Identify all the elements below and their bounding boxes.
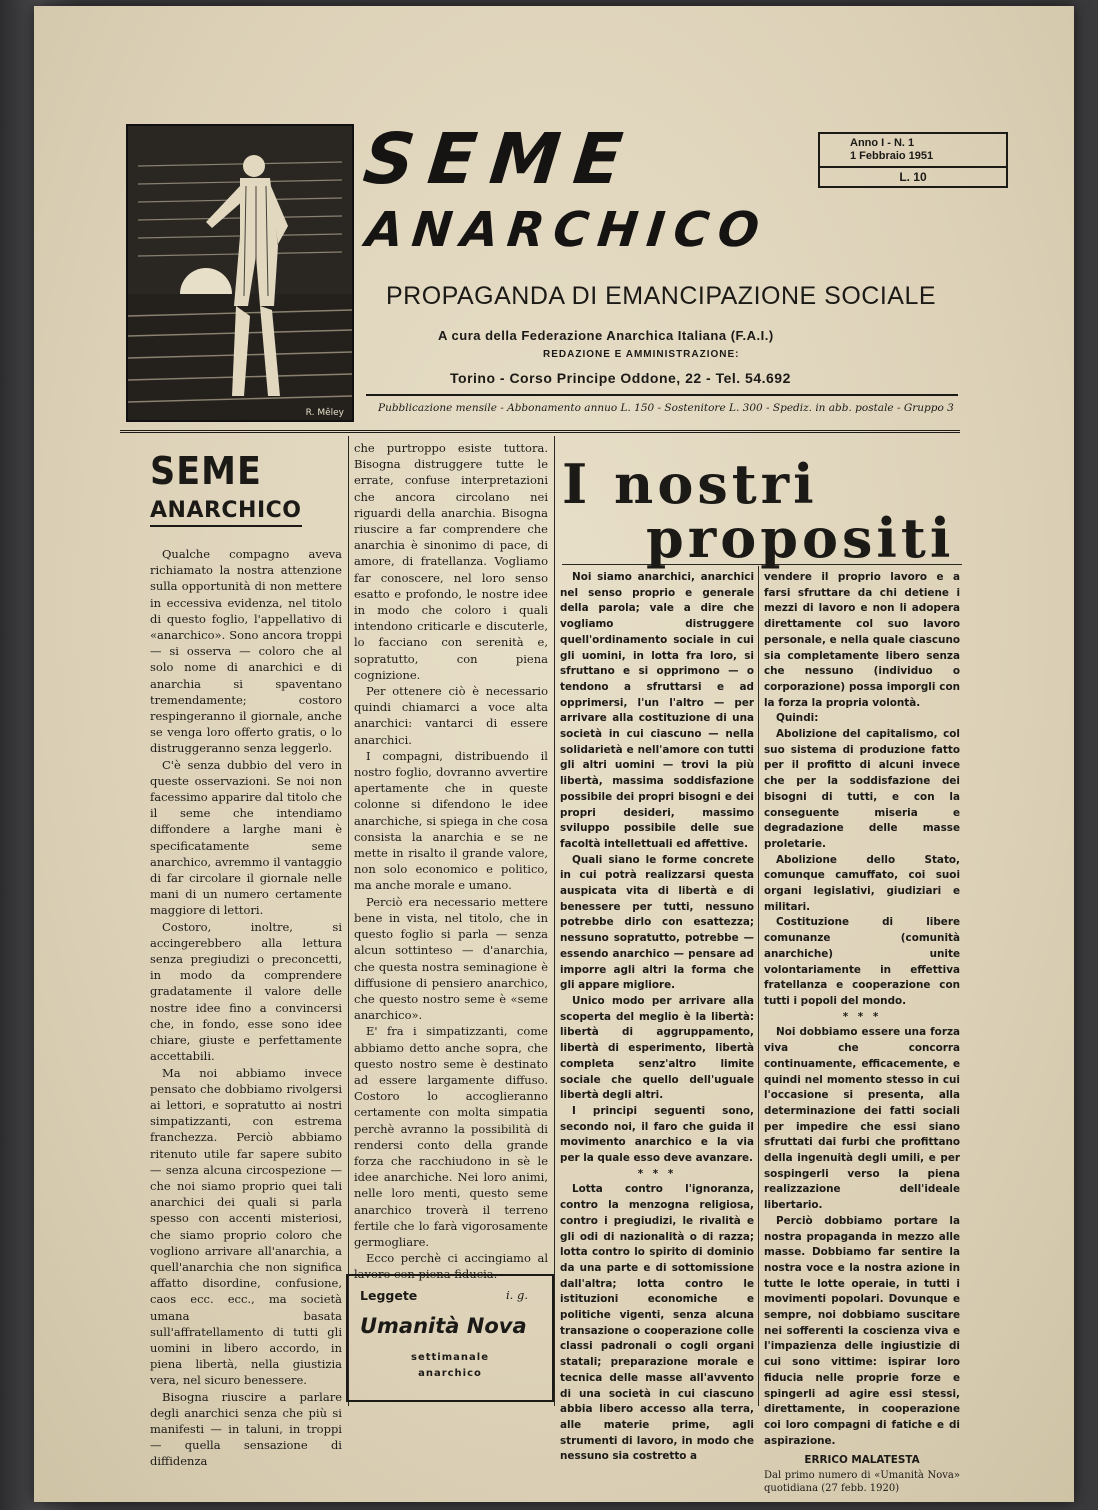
- article1-heading-seme: SEME: [150, 450, 262, 494]
- issue-date: 1 Febbraio 1951: [850, 150, 934, 162]
- section-separator: * * *: [842, 1010, 882, 1023]
- paragraph: Noi dobbiamo essere una forza viva che concorra continuamente, efficacemente, e quindi nel momento stesso in cui l'occasione si presenta, alla determinazione dei fatti sociali per impedire che essi siano sfruttati dai furbi che profittano della ingenuità degli umili, e per sospingerli verso la piena realizzazione dell'ideale libertario.: [764, 1026, 960, 1212]
- paragraph: Qualche compagno aveva richiamato la nostra attenzione sulla opportunità di non mettere in eccessiva evidenza, nel titolo di questo foglio, l'appellativo di «anarchico». Sono ancora troppi — si osserva — coloro che al solo nome di anarchici e di anarchia si spaventano tremendamente; costoro respingeranno il giornale, anche se venga loro offerto gratis, o lo distruggeranno senza leggerlo.: [150, 547, 342, 756]
- advert-line-settimanale: settimanale: [411, 1352, 489, 1363]
- article2-author: ERRICO MALATESTA: [804, 1454, 920, 1467]
- masthead-title-seme: SEME: [359, 118, 641, 200]
- paragraph: Noi siamo anarchici, anarchici nel senso proprio e generale della parola; vale a dire che vogliamo distruggere quell'ordinamento sociale in cui gli uomini, in lotta fra loro, si sfruttano e si opprimono — o tendono a sfruttarsi e ad opprimersi, l'un l'altro — per arrivare alla costituzione di una società in cui ciascuno — nella solidarietà e nell'amore con tutti gli altri uomini — trovi la più libertà, massima soddisfazione possibile dei propri bisogni e dei propri desideri, massimo sviluppo possibile delle sue facoltà intellettuali ed affettive.: [560, 571, 754, 850]
- paragraph: Unico modo per arrivare alla scoperta del meglio è la libertà: libertà di aggruppamento, libertà di esperimento, libertà completa senz'altro limite sociale che quello dell'uguale libertà degli altri.: [560, 994, 754, 1102]
- paragraph: Perciò dobbiamo portare la nostra propaganda in mezzo alle masse. Dobbiamo far sentire la nostra voce e la nostra azione in tutte le lotte operaie, in tutti i movimenti popolari. Dovunque e sempre, noi dobbiamo suscitare nei sofferenti la coscienza viva e l'impazienza delle ingiustizie di cui sono vittime: ispirar loro fiducia nelle proprie forze e spingerli ad agire essi stessi, direttamente, in cooperazione coi loro compagni di fatiche e di aspirazione.: [764, 1214, 960, 1447]
- paragraph: C'è senza dubbio del vero in queste osservazioni. Se noi non facessimo apparire dal titolo che il seme che intendiamo diffondere a larghe mani è specificatamente seme anarchico, avremmo il vantaggio di far circolare il giornale nelle mani di un numero certamente maggiore di lettori.: [150, 757, 342, 918]
- article1-signature: i. g.: [505, 1287, 528, 1302]
- issue-price: L. 10: [899, 170, 927, 184]
- paragraph: Ma noi abbiamo invece pensato che dobbiamo rivolgersi ai lettori, e sopratutto ai nostri simpatizzanti, con estrema franchezza. Perciò abbiamo ritenuto utile far sapere subito — senza alcuna circospezione — che noi siamo proprio quei tali anarchici dei quali si parla spesso con accenti misteriosi, che siamo proprio coloro che vogliono arrivare all'anarchia, a quell'anarchia che non significa affatto disordine, confusione, caos ecc. ecc., ma società umana basata sull'affratellamento di tutti gli uomini in libero accordo, in piena libertà, nella giustizia vera, nel sicuro benessere.: [150, 1065, 342, 1388]
- publication-info-line: Pubblicazione mensile - Abbonamento annuo L. 150 - Sostenitore L. 300 - Spediz. in abb. postale - Gruppo 3: [378, 402, 954, 414]
- paragraph: I compagni, distribuendo il nostro foglio, dovranno avvertire apertamente che in queste colonne si difendono le idee anarchiche, si spiega in che cosa consista la anarchia e se ne mette in risalto il grande valore, non solo economico e politico, ma anche morale e umano.: [354, 748, 548, 893]
- paragraph: Lotta contro l'ignoranza, contro la menzogna religiosa, contro i pregiudizi, le rivalità e gli odi di nazionalità o di razza; lotta contro lo spirito di dominio da una parte e di sottomissione dall'altra; lotta contro le istituzioni economiche e politiche vigenti, senza alcuna transazione o cooperazione colle classi padronali o cogli organi statali; preparazione morale e tecnica delle masse all'avvento di una società in cui ciascuno abbia libero accesso alla terra, alle materie prime, agli strumenti di lavoro, in modo che nessuno sia costretto a: [560, 1183, 754, 1463]
- advert-line-anarchico: anarchico: [418, 1368, 482, 1379]
- article2-source: Dal primo numero di «Umanità Nova» quotidiana (27 febb. 1920): [764, 1470, 960, 1495]
- paragraph: I principi seguenti sono, secondo noi, il faro che guida il movimento anarchico e la via per la quale esso deve avanzare.: [560, 1104, 754, 1165]
- paragraph: Quali siano le forme concrete in cui potrà realizzarsi questa auspicata vita di libertà e di benessere per tutti, nessuno potrebbe dirlo con esattezza; nessuno sopratutto, potrebbe — essendo anarchico — pensare ad imporre agli altri la forma che gli appare migliore.: [560, 853, 754, 992]
- article2-column-1: [560, 570, 754, 1465]
- paragraph: Abolizione dello Stato, comunque camuffato, coi suoi organi legislativi, giudiziari e militari.: [764, 853, 960, 913]
- sower-woodcut-icon: [128, 126, 352, 420]
- issue-info-box: [818, 132, 1008, 188]
- woodcut-signature: R. Mêley: [305, 408, 344, 418]
- paragraph: Per ottenere ciò è necessario quindi chiamarci a voce alta anarchici: vantarci di essere anarchici.: [354, 684, 548, 747]
- paragraph: Bisogna riuscire a parlare degli anarchici senza che più si manifesti — in taluni, in troppi — quella sensazione di diffidenza: [150, 1389, 342, 1469]
- paragraph: Costituzione di libere comunanze (comunità anarchiche) unite volontariamente in effettiva fratellanza e cooperazione con tutti i popoli del mondo.: [764, 916, 960, 1007]
- redazione-line: REDAZIONE E AMMINISTRAZIONE:: [543, 349, 740, 360]
- paragraph: che purtroppo esiste tuttora. Bisogna distruggere tutte le errate, confuse interpretazioni che ancora circolano nei riguardi della anarchia. Bisogna riuscire a far comprendere che anarchia è sinonimo di pace, di amore, di fratellanza. Vogliamo far conoscere, nel loro senso esatto e profondo, le nostre idee in modo che coloro i quali intendono criticarle e discuterle, lo facciano con serenità e, sopratutto, con piena cognizione.: [354, 441, 548, 682]
- article2-column-2: [764, 570, 960, 1495]
- article2-heading-line2: propositi: [646, 506, 955, 570]
- column-rule-1: [348, 436, 349, 1406]
- paragraph: vendere il proprio lavoro e a farsi sfruttare da chi detiene i mezzi di lavoro e non li adopera direttamente col suo lavoro personale, e nella quale ciascuno sia completamente libero senza che nessuno (individuo o corporazione) possa imporgli con la forza la propria volontà.: [764, 571, 960, 709]
- section-separator: * * *: [637, 1167, 677, 1180]
- article1-heading-anarchico: ANARCHICO: [150, 498, 302, 527]
- paragraph: Quindi:: [776, 712, 819, 725]
- umanita-nova-advert: [346, 1274, 554, 1402]
- masthead-title-anarchico: ANARCHICO: [363, 202, 771, 258]
- paragraph: Abolizione del capitalismo, col suo sistema di produzione fatto per il profitto di alcuni invece che per la soddisfazione dei bisogni di tutti, e con la conseguente miseria e degradazione delle masse proletarie.: [764, 728, 960, 850]
- article1-column-1: [150, 546, 342, 1470]
- sower-woodcut-illustration: [126, 124, 354, 422]
- paragraph: Perciò era necessario mettere bene in vista, nel titolo, che in questo foglio si parla — senza alcun sottinteso — d'anarchia, che questa nostra seminagione è diffusione di pensiero anarchico, che questo nostro seme è «seme anarchico».: [354, 894, 548, 1023]
- paragraph: E' fra i simpatizzanti, come abbiamo detto anche sopra, che questo nostro seme è destinato ad essere largamente diffuso. Costoro lo accoglieranno certamente con molta simpatia perchè avranno la possibilità di rendersi conto della grande forza che racchiudono in sè le idee anarchiche. Nei loro animi, nelle loro menti, questo seme anarchico troverà il terreno fertile che lo farà vigorosamente germogliare.: [354, 1024, 548, 1249]
- masthead-subtitle: PROPAGANDA DI EMANCIPAZIONE SOCIALE: [386, 282, 937, 310]
- paragraph: Costoro, inoltre, si accingerebbero alla lettura senza pregiudizi o preconcetti, in modo da comprendere gradatamente il valore delle nostre idee fino a convincersi che, in fondo, esse sono idee chiare, giuste e perfettamente accettabili.: [150, 919, 342, 1064]
- advert-line-leggete: Leggete: [360, 1288, 418, 1303]
- curated-by-line: A cura della Federazione Anarchica Italiana (F.A.I.): [438, 328, 774, 343]
- column-rule-2: [554, 436, 555, 1406]
- masthead-rule: [366, 394, 958, 396]
- newspaper-page: [34, 6, 1074, 1502]
- column-rule-3: [758, 566, 759, 1406]
- issue-number: Anno I - N. 1: [850, 137, 915, 149]
- article1-column-2: [354, 440, 548, 1303]
- masthead-double-rule: [120, 430, 960, 433]
- address-line: Torino - Corso Principe Oddone, 22 - Tel. 54.692: [450, 370, 791, 386]
- article2-heading-line1: I nostri: [562, 452, 818, 516]
- advert-title: Umanità Nova: [360, 1314, 527, 1338]
- paragraph: Ecco perchè ci accingiamo al lavoro con piena fiducia.: [354, 1251, 548, 1282]
